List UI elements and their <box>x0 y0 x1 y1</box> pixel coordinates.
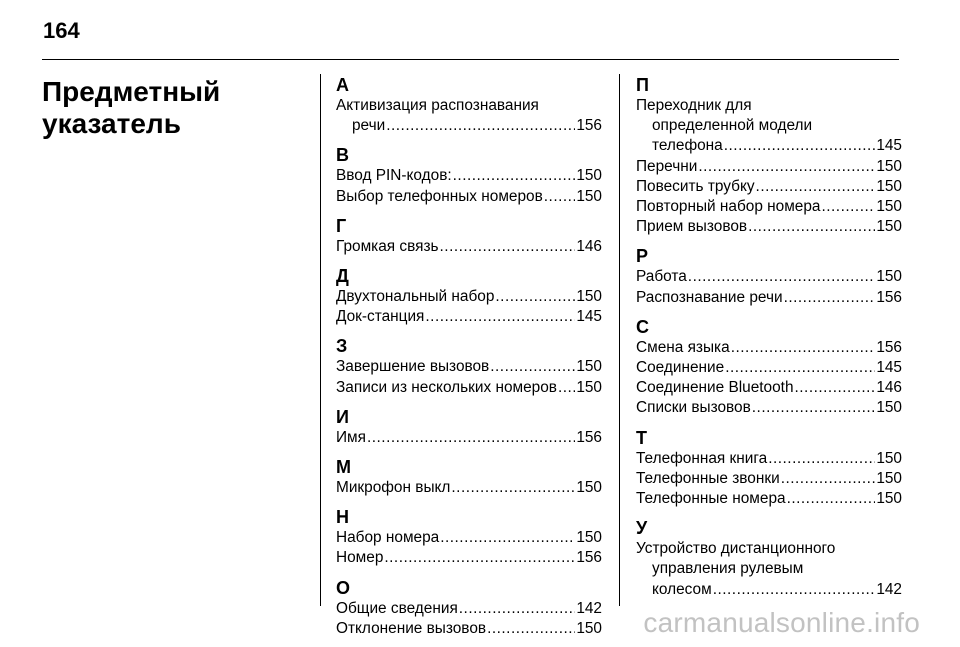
entry-term: Списки вызовов <box>636 399 751 417</box>
entry-term: Микрофон выкл <box>336 479 451 497</box>
entry-line <box>636 157 902 177</box>
entry-page-number: 156 <box>876 338 902 356</box>
entry-line <box>336 357 602 377</box>
entry-page-number: 150 <box>576 479 602 497</box>
entry-page-number: 145 <box>576 308 602 326</box>
entry-line <box>636 358 902 378</box>
title-line-1: Предметный <box>42 76 221 107</box>
entry-term: Отклонение вызовов <box>336 619 487 637</box>
entry-page-number: 145 <box>876 359 902 377</box>
entry-page-number: 150 <box>876 157 902 175</box>
section-letter: О <box>336 577 351 598</box>
index-column-2 <box>636 74 902 608</box>
entry-term: Распознавание речи <box>636 288 783 306</box>
index-entry <box>336 528 602 548</box>
dot-leader <box>688 267 876 287</box>
entry-term: Набор номера <box>336 529 440 547</box>
index-section <box>336 577 602 639</box>
entry-term: Работа <box>636 268 687 286</box>
index-section <box>336 406 602 448</box>
entry-page-number: 150 <box>576 288 602 306</box>
entry-term: Двухтональный набор <box>336 288 495 306</box>
dot-leader <box>558 378 575 398</box>
entry-term: речи <box>352 117 386 135</box>
entry-text-line: Устройство дистанционного <box>636 540 836 558</box>
dot-leader <box>384 548 575 568</box>
dot-leader <box>459 599 576 619</box>
section-letter: И <box>336 406 349 427</box>
entry-page-number: 150 <box>576 529 602 547</box>
section-letter: П <box>636 75 649 95</box>
entry-line <box>636 378 902 398</box>
entry-line <box>336 619 602 639</box>
section-letter: С <box>636 316 649 337</box>
entry-line <box>636 177 902 197</box>
index-entry <box>636 489 902 509</box>
entry-page-number: 156 <box>576 428 602 446</box>
dot-leader <box>784 288 876 308</box>
entry-term: Телефонные номера <box>636 490 786 508</box>
entry-text-line: Активизация распознавания <box>336 97 539 114</box>
index-entry <box>636 539 902 600</box>
entry-line <box>336 378 602 398</box>
dot-leader <box>367 428 575 448</box>
entry-page-number: 150 <box>576 187 602 205</box>
index-column-1 <box>336 74 602 647</box>
entry-line <box>336 478 602 498</box>
entry-line <box>636 338 902 358</box>
section-letter: М <box>336 457 351 478</box>
index-section <box>636 245 902 307</box>
section-letter: Д <box>336 266 349 287</box>
entry-page-number: 150 <box>576 167 602 185</box>
index-entry <box>636 449 902 469</box>
entry-page-number: 145 <box>876 137 902 155</box>
entry-page-number: 150 <box>876 268 902 286</box>
index-entry <box>636 197 902 217</box>
entry-term: Громкая связь <box>336 237 439 255</box>
entry-line <box>336 187 602 207</box>
title-line-2: указатель <box>42 108 181 139</box>
entry-line <box>336 307 602 327</box>
page-number: 164 <box>43 18 80 43</box>
entry-line <box>336 528 602 548</box>
index-entry <box>336 428 602 448</box>
index-entry <box>336 237 602 257</box>
dot-leader <box>756 177 876 197</box>
entry-page-number: 156 <box>576 117 602 135</box>
entry-term: Имя <box>336 428 366 446</box>
entry-term: Ввод PIN-кодов: <box>336 167 452 185</box>
index-entry <box>636 398 902 418</box>
entry-line <box>636 288 902 308</box>
header-rule <box>42 59 899 60</box>
index-section <box>336 265 602 327</box>
entry-term: Соединение Bluetooth <box>636 379 794 397</box>
entry-text-line: управления рулевым <box>652 560 804 578</box>
dot-leader <box>386 116 575 136</box>
entry-term: Перечни <box>636 157 698 175</box>
entry-line <box>336 599 602 619</box>
index-entry <box>636 157 902 177</box>
dot-leader <box>544 187 576 207</box>
index-entry <box>336 378 602 398</box>
dot-leader <box>451 478 575 498</box>
index-section <box>336 335 602 397</box>
entry-page-number: 156 <box>576 549 602 567</box>
entry-page-number: 142 <box>876 580 902 598</box>
entry-page-number: 150 <box>876 177 902 195</box>
entry-page-number: 150 <box>876 490 902 508</box>
entry-line <box>636 580 902 600</box>
index-section <box>336 144 602 206</box>
dot-leader <box>768 449 875 469</box>
entry-line <box>336 287 602 307</box>
dot-leader <box>821 197 875 217</box>
index-section <box>636 74 902 237</box>
index-entry <box>336 548 602 568</box>
entry-term: Записи из нескольких номеров <box>336 378 557 396</box>
section-letter: Н <box>336 507 349 528</box>
entry-line <box>336 428 602 448</box>
index-entry <box>636 338 902 358</box>
index-section <box>336 456 602 498</box>
page-title <box>42 76 302 140</box>
index-entry <box>636 358 902 378</box>
entry-term: телефона <box>652 137 723 155</box>
entry-term: Повесить трубку <box>636 177 755 195</box>
index-entry <box>636 217 902 237</box>
index-entry <box>336 307 602 327</box>
entry-line <box>636 267 902 287</box>
index-entry <box>336 187 602 207</box>
dot-leader <box>425 307 575 327</box>
entry-line <box>636 197 902 217</box>
dot-leader <box>752 398 876 418</box>
entry-page-number: 146 <box>576 237 602 255</box>
dot-leader <box>487 619 575 639</box>
index-section <box>636 517 902 600</box>
dot-leader <box>725 358 875 378</box>
entry-text-line: Переходник для <box>636 97 752 114</box>
index-entry <box>636 96 902 157</box>
index-entry <box>336 478 602 498</box>
index-entry <box>336 96 602 136</box>
entry-term: Завершение вызовов <box>336 358 490 376</box>
entry-line <box>636 398 902 418</box>
entry-term: Повторный набор номера <box>636 198 821 216</box>
index-entry <box>336 357 602 377</box>
entry-term: Выбор телефонных номеров <box>336 187 543 205</box>
column-divider-1 <box>320 74 321 606</box>
section-letter: З <box>336 336 348 357</box>
entry-page-number: 150 <box>576 619 602 637</box>
entry-term: Номер <box>336 549 384 567</box>
index-entry <box>336 619 602 639</box>
dot-leader <box>748 217 875 237</box>
dot-leader <box>495 287 575 307</box>
entry-term: Прием вызовов <box>636 218 748 236</box>
dot-leader <box>781 469 876 489</box>
entry-page-number: 150 <box>876 469 902 487</box>
watermark: carmanualsonline.info <box>643 607 920 638</box>
index-entry <box>636 378 902 398</box>
section-letter: А <box>336 75 349 95</box>
section-letter: В <box>336 145 349 166</box>
entry-text-line: определенной модели <box>652 117 813 135</box>
index-entry <box>336 599 602 619</box>
entry-term: колесом <box>652 580 712 598</box>
index-section <box>336 74 602 136</box>
entry-page-number: 150 <box>876 218 902 236</box>
entry-line <box>636 489 902 509</box>
index-entry <box>636 288 902 308</box>
entry-page-number: 150 <box>876 198 902 216</box>
dot-leader <box>713 580 876 600</box>
entry-page-number: 146 <box>876 379 902 397</box>
dot-leader <box>490 357 575 377</box>
dot-leader <box>440 237 576 257</box>
section-letter: Т <box>636 427 647 448</box>
entry-term: Смена языка <box>636 338 730 356</box>
entry-line <box>636 136 902 156</box>
section-letter: Р <box>636 246 649 267</box>
index-entry <box>636 177 902 197</box>
section-letter: Г <box>336 215 347 236</box>
entry-term: Общие сведения <box>336 599 458 617</box>
column-divider-2 <box>619 74 620 606</box>
entry-term: Док-станция <box>336 308 425 326</box>
entry-page-number: 142 <box>576 599 602 617</box>
index-entry <box>636 267 902 287</box>
index-entry <box>336 166 602 186</box>
index-entry <box>636 469 902 489</box>
index-section <box>336 506 602 568</box>
index-section <box>636 316 902 419</box>
dot-leader <box>787 489 876 509</box>
dot-leader <box>440 528 575 548</box>
dot-leader <box>731 338 876 358</box>
entry-line <box>336 116 602 136</box>
entry-page-number: 156 <box>876 288 902 306</box>
entry-term: Телефонные звонки <box>636 469 780 487</box>
entry-term: Соединение <box>636 359 725 377</box>
entry-term: Телефонная книга <box>636 449 768 467</box>
index-section <box>336 215 602 257</box>
dot-leader <box>724 136 876 156</box>
entry-page-number: 150 <box>876 399 902 417</box>
dot-leader <box>698 157 875 177</box>
entry-line <box>636 217 902 237</box>
entry-line <box>336 166 602 186</box>
entry-page-number: 150 <box>576 358 602 376</box>
entry-page-number: 150 <box>876 449 902 467</box>
entry-line <box>636 449 902 469</box>
entry-line <box>336 237 602 257</box>
index-entry <box>336 287 602 307</box>
dot-leader <box>453 166 576 186</box>
dot-leader <box>795 378 876 398</box>
index-section <box>636 427 902 510</box>
section-letter: У <box>636 518 648 539</box>
entry-page-number: 150 <box>576 378 602 396</box>
entry-line <box>336 548 602 568</box>
entry-line <box>636 469 902 489</box>
